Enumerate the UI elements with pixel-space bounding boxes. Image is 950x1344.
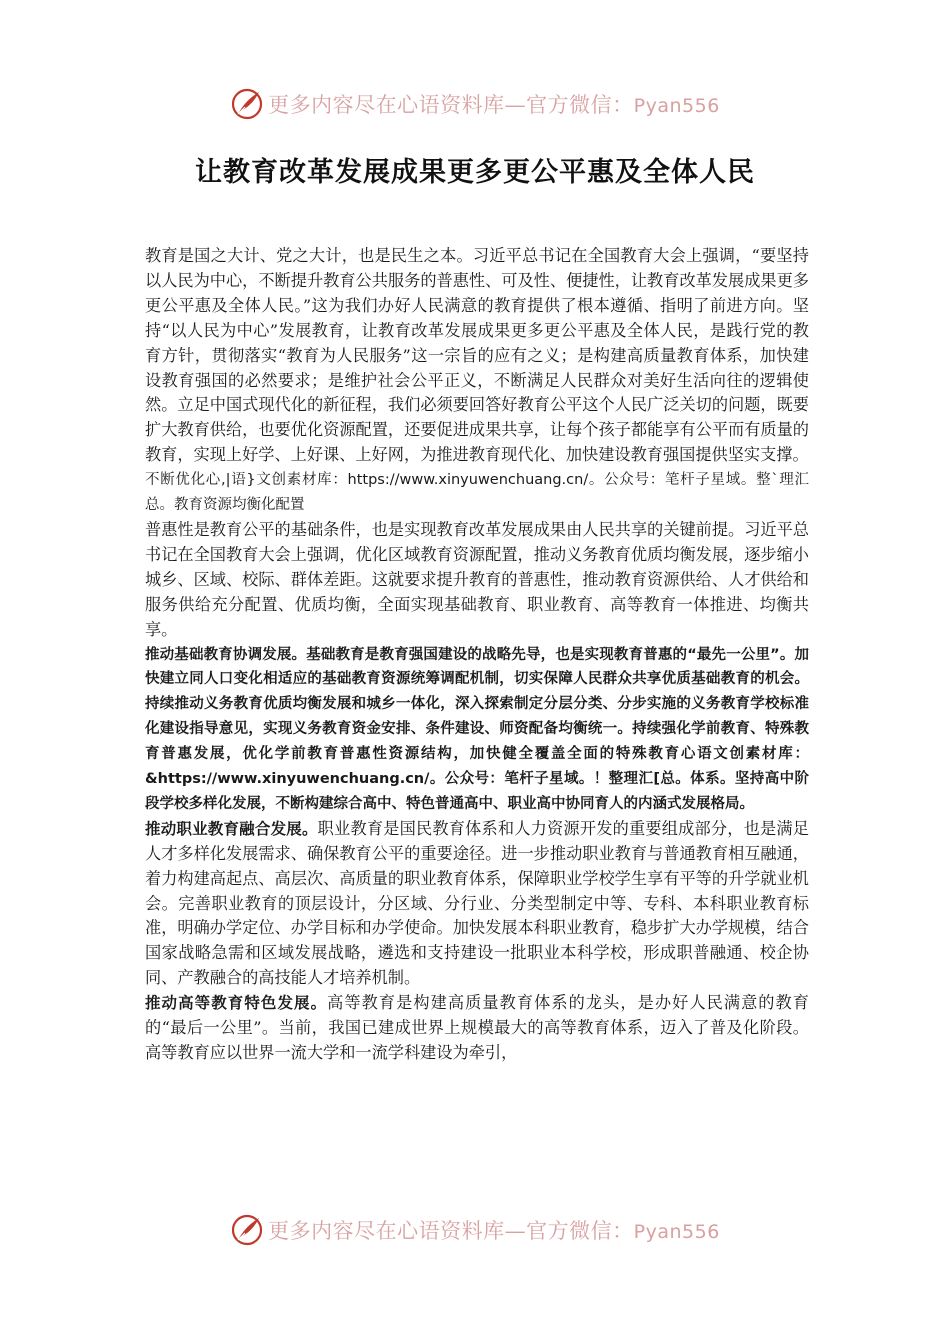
header-banner: [0, 84, 950, 124]
paragraph-higher-education: 推动高等教育特色发展。高等教育是构建高质量教育体系的龙头，是办好人民满意的教育的“最后一公里”。当前，我国已建成世界上规模最大的高等教育体系，迈入了普及化阶段。高等教育应以世界一流大学和一流学科建设为牵引，: [145, 993, 809, 1062]
banner-text: 更多内容尽在心语资料库—官方微信：Pyan556: [268, 93, 720, 117]
paragraph-basic-education: 推动基础教育协调发展。基础教育是教育强国建设的战略先导，也是实现教育普惠的“最先一公里”。加快建立同人口变化相适应的基础教育资源统筹调配机制，切实保障人民群众共享优质基础教育的机会。持续推动义务教育优质均衡发展和城乡一体化，深入探索制定分层分类、分步实施的义务教育学校标准化建设指导意见，实现义务教育资金安排、条件建设、师资配备均衡统一。持续强化学前教育、特殊教育普惠发展，优化学前教育普惠性资源结构，加快健全覆盖全面的特殊教育心语文创素材库：&https://www.xinyuwenchuang.cn/。公众号：笔杆子星域。！整理汇[总。体系。坚持高中阶段学校多样化发展，不断构建综合高中、特色普通高中、职业高中协同育人的内涵式发展格局。: [145, 646, 809, 812]
lead-higher: 推动高等教育特色发展。: [145, 994, 328, 1013]
paragraph-equity: 普惠性是教育公平的基础条件，也是实现教育改革发展成果由人民共享的关键前提。习近平总书记在全国教育大会上强调，优化区域教育资源配置，推动义务教育优质均衡发展，逐步缩小城乡、区域、校际、群体差距。这就要求提升教育的普惠性，推动教育资源供给、人才供给和服务供给充分配置、优质均衡，全面实现基础教育、职业教育、高等教育一体推进、均衡共享。: [145, 519, 809, 639]
lead-vocational: 推动职业教育融合发展。: [145, 819, 318, 838]
paragraph-vocational: 推动职业教育融合发展。职业教育是国民教育体系和人力资源开发的重要组成部分，也是满足人才多样化发展需求、确保教育公平的重要途径。进一步推动职业教育与普通教育相互融通，着力构建高起点、高层次、高质量的职业教育体系，保障职业学校学生享有平等的升学就业机会。完善职业教育的顶层设计，分区域、分行业、分类型制定中等、专科、本科职业教育标准，明确办学定位、办学目标和办学使命。加快发展本科职业教育，稳步扩大办学规模，结合国家战略急需和区域发展战略，遴选和支持建设一批职业本科学校，形成职普融通、校企协同、产教融合的高技能人才培养机制。: [145, 818, 809, 988]
wechat-id: Pyan556: [633, 1221, 720, 1243]
quill-logo-icon: [230, 1213, 264, 1247]
watermark-paragraph: 不断优化心,|语}文创素材库：https://www.xinyuwenchuang.cn/。公众号：笔杆子星域。整`理汇总。教育资源均衡化配置: [145, 472, 809, 514]
banner-text: 更多内容尽在心语资料库—官方微信：Pyan556: [268, 1219, 720, 1243]
page-title: 让教育改革发展成果更多更公平惠及全体人民: [195, 157, 755, 188]
wechat-id: Pyan556: [633, 95, 720, 117]
article-body: [145, 244, 809, 1066]
footer-banner: [0, 1210, 950, 1250]
paragraph-intro: 教育是国之大计、党之大计，也是民生之本。习近平总书记在全国教育大会上强调，“要坚持以人民为中心，不断提升教育公共服务的普惠性、可及性、便捷性，让教育改革发展成果更多更公平惠及全体人民。”这为我们办好人民满意的教育提供了根本遵循、指明了前进方向。坚持“以人民为中心”发展教育，让教育改革发展成果更多更公平惠及全体人民，是践行党的教育方针，贯彻落实“教育为人民服务”这一宗旨的应有之义；是构建高质量教育体系，加快建设教育强国的必然要求；是维护社会公平正义，不断满足人民群众对美好生活向往的逻辑使然。立足中国式现代化的新征程，我们必须要回答好教育公平这个人民广泛关切的问题，既要扩大教育供给，也要优化资源配置，还要促进成果共享，让每个孩子都能享有公平而有质量的教育，实现上好学、上好课、上好网，为推进教育现代化、加快建设教育强国提供坚实支撑。: [145, 246, 809, 465]
quill-logo-icon: [230, 87, 264, 121]
